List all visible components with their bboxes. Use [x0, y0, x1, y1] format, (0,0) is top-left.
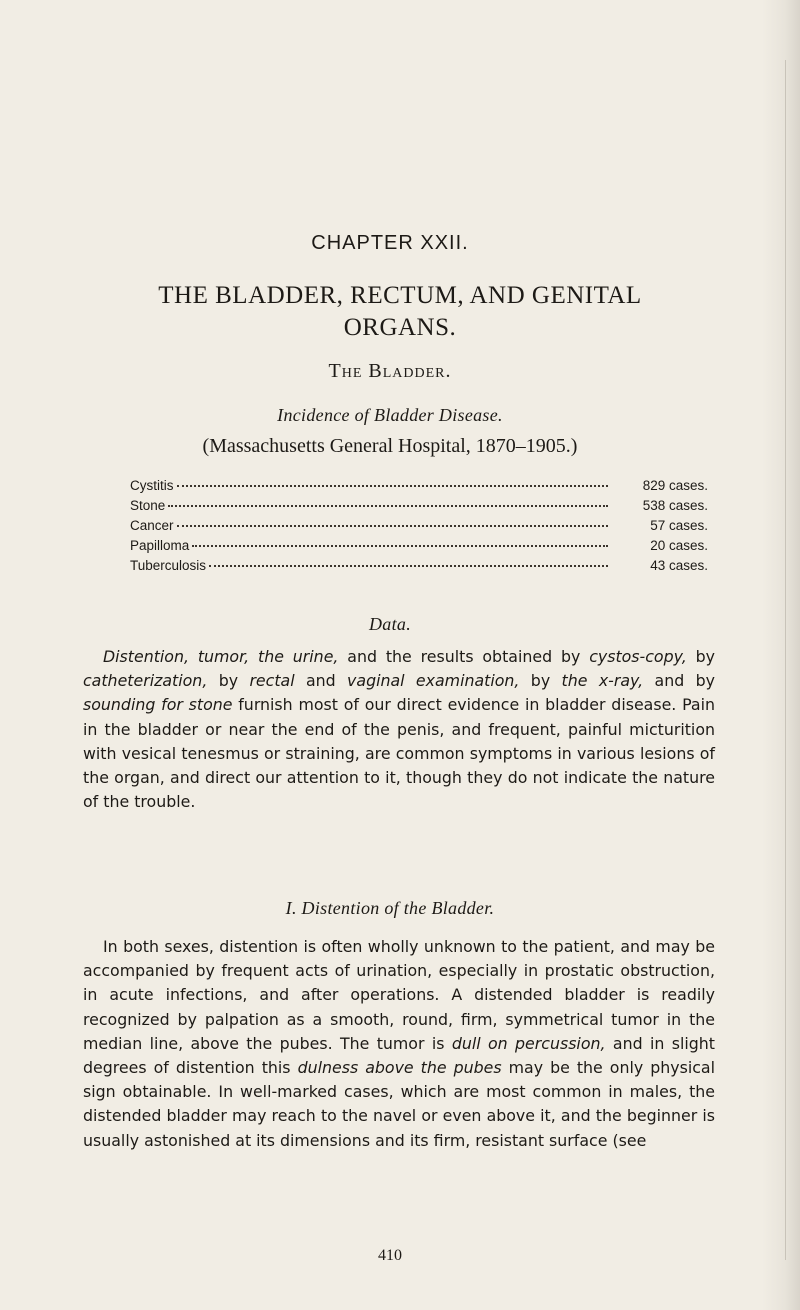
- dot-leader: [192, 544, 608, 547]
- chapter-title: THE BLADDER, RECTUM, AND GENITAL ORGANS.: [158, 282, 642, 341]
- chapter-heading: CHAPTER XXII.: [311, 232, 469, 254]
- emphasis-text: rectal: [249, 671, 295, 691]
- stat-name: Cystitis: [130, 478, 174, 493]
- stat-value: 57 cases.: [650, 518, 708, 533]
- body-text: furnish most of our direct evidence in bladder disease. Pain in the bladder or near the end of the penis, and frequent, painful micturition with vesical tenesmus or straining, are common symptoms in various lesions of the organ, and direct our attention to it, though they do not indicate the nature of the trouble.: [83, 695, 715, 812]
- stat-value: 20 cases.: [650, 538, 708, 553]
- stat-value: 43 cases.: [650, 558, 708, 573]
- stat-name: Tuberculosis: [130, 558, 207, 573]
- dot-leader: [177, 524, 608, 527]
- stat-value: 829 cases.: [642, 478, 708, 493]
- incidence-table: [130, 478, 708, 578]
- subsection-heading: I. Distention of the Bladder.: [285, 898, 495, 918]
- stat-value: 538 cases.: [642, 498, 708, 513]
- stat-name: Cancer: [130, 518, 174, 533]
- body-text: and by: [643, 671, 715, 691]
- page-gutter-shadow: [762, 0, 800, 1310]
- table-row: [130, 478, 708, 498]
- page-gutter-line: [785, 60, 786, 1260]
- incidence-heading: Incidence of Bladder Disease.: [277, 405, 503, 425]
- dot-leader: [168, 504, 608, 507]
- stat-name: Stone: [130, 498, 166, 513]
- table-row: [130, 518, 708, 538]
- incidence-source: (Massachusetts General Hospital, 1870–1905.): [202, 435, 578, 457]
- emphasis-text: dull on percussion,: [451, 1033, 606, 1053]
- page-number: 410: [378, 1247, 402, 1264]
- body-text: by: [207, 671, 250, 691]
- table-row: [130, 498, 708, 518]
- data-paragraph: [83, 645, 715, 814]
- distention-paragraph: [83, 935, 715, 1153]
- body-text: and: [294, 671, 348, 691]
- body-text: by: [519, 671, 562, 691]
- body-text: In both sexes, distention is often wholly unknown to the patient, and may be accompanied by frequent acts of urination, especially in prostatic obstruction, in acute infections, and after operations. A distended bladder is readily recognized by palpation as a smooth, round, firm, symmetrical tumor in the median line, above the pubes. The tumor is: [83, 937, 715, 1053]
- dot-leader: [177, 484, 609, 487]
- section-heading: The Bladder.: [328, 360, 452, 382]
- body-text: and in slight degrees of distention this: [83, 1033, 715, 1078]
- emphasis-text: vaginal examination,: [347, 671, 520, 691]
- table-row: [130, 538, 708, 558]
- body-text: by: [686, 647, 715, 666]
- emphasis-text: Distention, tumor, the urine,: [103, 647, 339, 666]
- emphasis-text: the x-ray,: [561, 671, 644, 691]
- data-heading: Data.: [369, 614, 411, 634]
- emphasis-text: dulness above the pubes: [297, 1058, 502, 1078]
- table-row: [130, 558, 708, 578]
- dot-leader: [209, 564, 608, 567]
- emphasis-text: sounding for stone: [83, 695, 233, 715]
- body-text: and the results obtained by: [338, 647, 590, 666]
- emphasis-text: catheterization,: [83, 671, 208, 691]
- emphasis-text: cystos-copy,: [589, 647, 687, 666]
- stat-name: Papilloma: [130, 538, 190, 553]
- body-text: may be the only physical sign obtainable. In well-marked cases, which are most common in males, the distended bladder may reach to the navel or even above it, and the beginner is usually astonished at its dimensions and its firm, resistant surface (see: [83, 1058, 715, 1150]
